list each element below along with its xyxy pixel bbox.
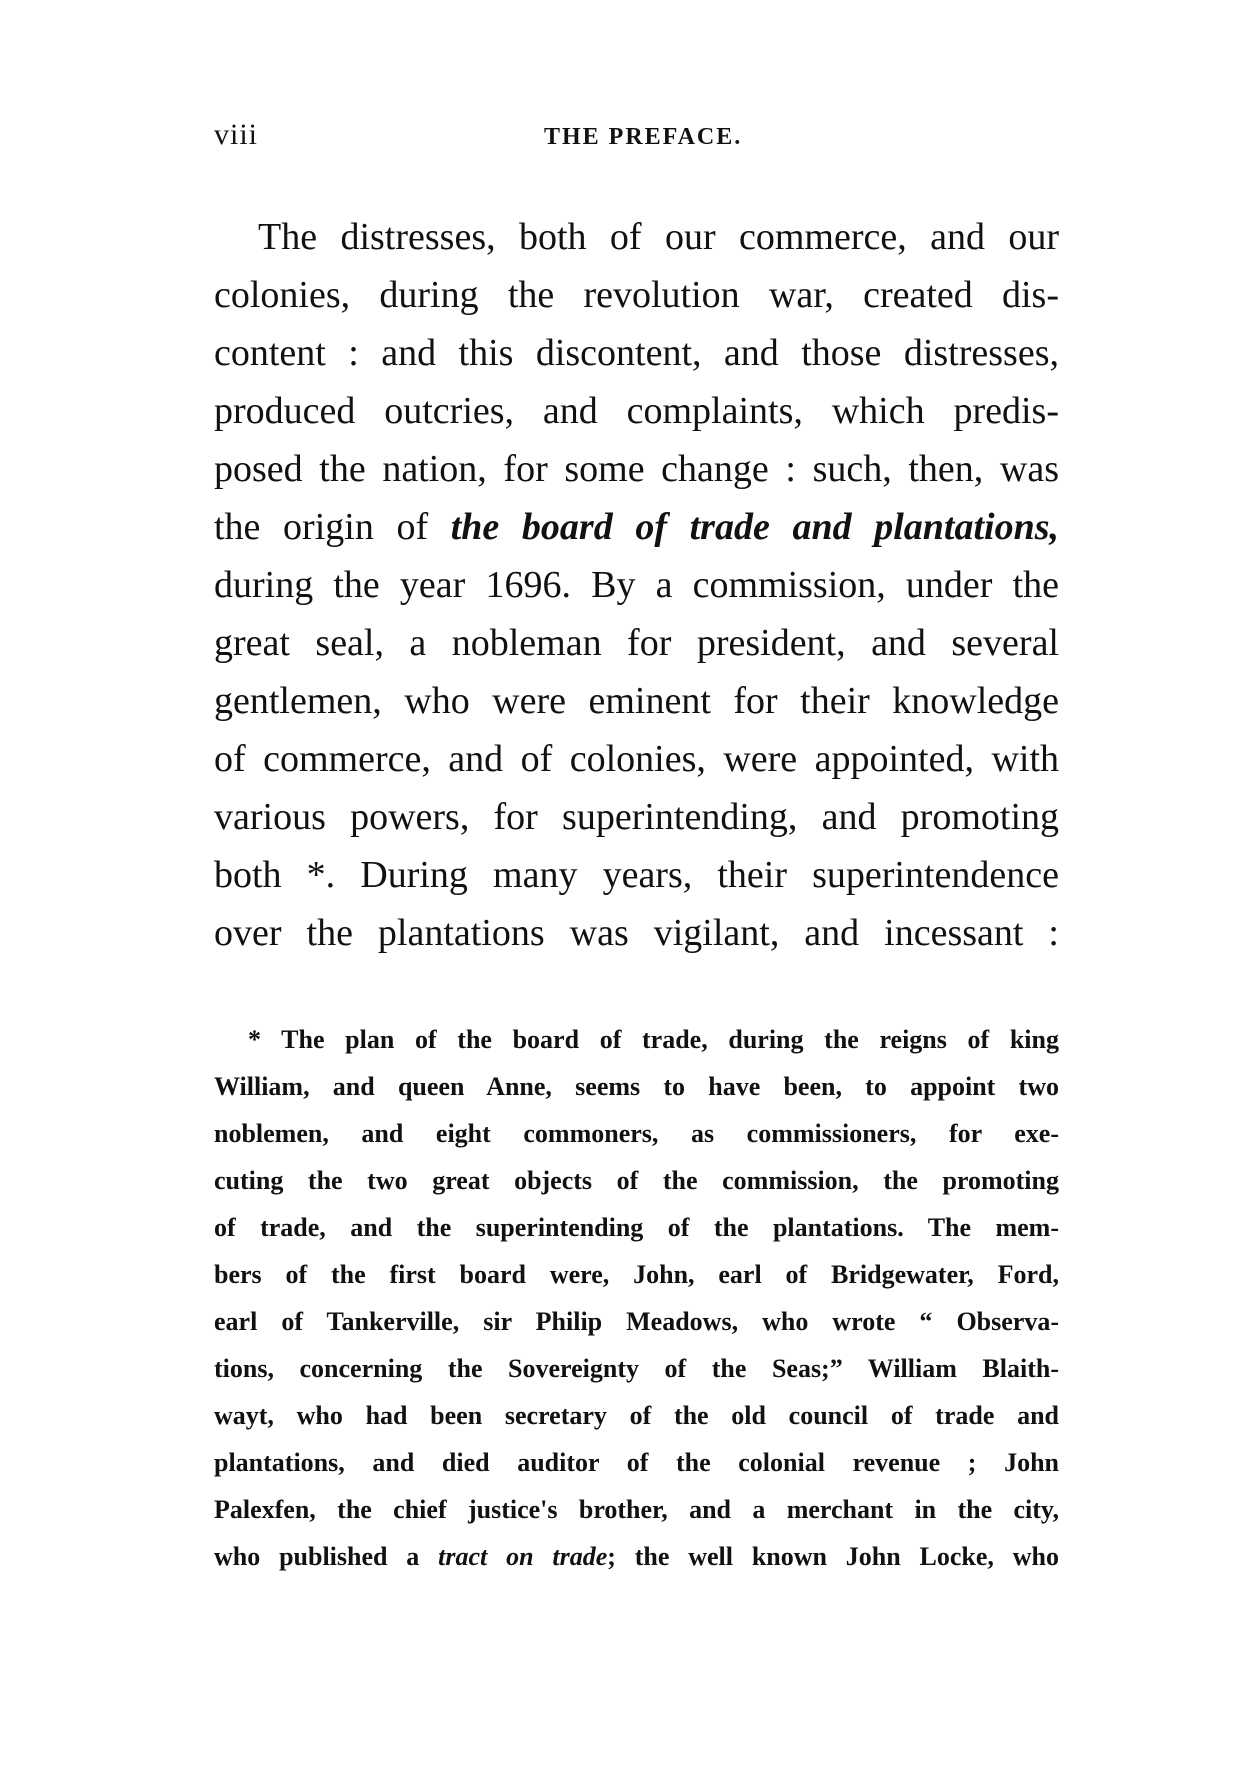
footnote-line: earl of Tankerville, sir Philip Meadows, who wrote “ Observa- <box>214 1307 1059 1336</box>
footnote-line: noblemen, and eight commoners, as commissioners, for exe- <box>214 1119 1059 1148</box>
text-segment: ; the well known John Locke, who <box>607 1542 1059 1571</box>
running-head <box>214 118 1059 158</box>
text-line: during the year 1696. By a commission, under the <box>214 564 1059 606</box>
text-line: content : and this discontent, and those distresses, <box>214 332 1059 374</box>
main-paragraph <box>214 208 1059 962</box>
text-line: colonies, during the revolution war, created dis- <box>214 274 1059 316</box>
footnote-line <box>214 1533 1059 1580</box>
text-segment: who published a <box>214 1542 439 1571</box>
footnote-line: William, and queen Anne, seems to have been, to appoint two <box>214 1072 1059 1101</box>
footnote-line: of trade, and the superintending of the plantations. The mem- <box>214 1213 1059 1242</box>
text-segment: the origin of <box>214 506 451 548</box>
page-number: viii <box>214 118 259 151</box>
footnote <box>214 1016 1059 1580</box>
footnote-line: plantations, and died auditor of the colonial revenue ; John <box>214 1448 1059 1477</box>
footnote-line: * The plan of the board of trade, during the reigns of king <box>248 1025 1059 1054</box>
text-line: both *. During many years, their superintendence <box>214 854 1059 896</box>
footnote-line: tions, concerning the Sovereignty of the Seas;” William Blaith- <box>214 1354 1059 1383</box>
footnote-line: Palexfen, the chief justice's brother, and a merchant in the city, <box>214 1495 1059 1524</box>
text-line: over the plantations was vigilant, and incessant : <box>214 912 1059 954</box>
running-title: THE PREFACE. <box>544 124 743 150</box>
text-line: various powers, for superintending, and promoting <box>214 796 1059 838</box>
text-line: posed the nation, for some change : such, then, was <box>214 448 1059 490</box>
text-line: of commerce, and of colonies, were appointed, with <box>214 738 1059 780</box>
text-line: gentlemen, who were eminent for their knowledge <box>214 680 1059 722</box>
footnote-line: cuting the two great objects of the commission, the promoting <box>214 1166 1059 1195</box>
italic-title-segment: the board of trade and plantations, <box>450 506 1059 548</box>
text-line: great seal, a nobleman for president, and several <box>214 622 1059 664</box>
footnote-line: bers of the first board were, John, earl of Bridgewater, Ford, <box>214 1260 1059 1289</box>
text-line: The distresses, both of our commerce, and our <box>258 216 1059 258</box>
italic-title-segment: tract on trade <box>438 1542 608 1571</box>
text-line: produced outcries, and complaints, which predis- <box>214 390 1059 432</box>
text-line <box>214 498 1059 556</box>
footnote-line: wayt, who had been secretary of the old council of trade and <box>214 1401 1059 1430</box>
